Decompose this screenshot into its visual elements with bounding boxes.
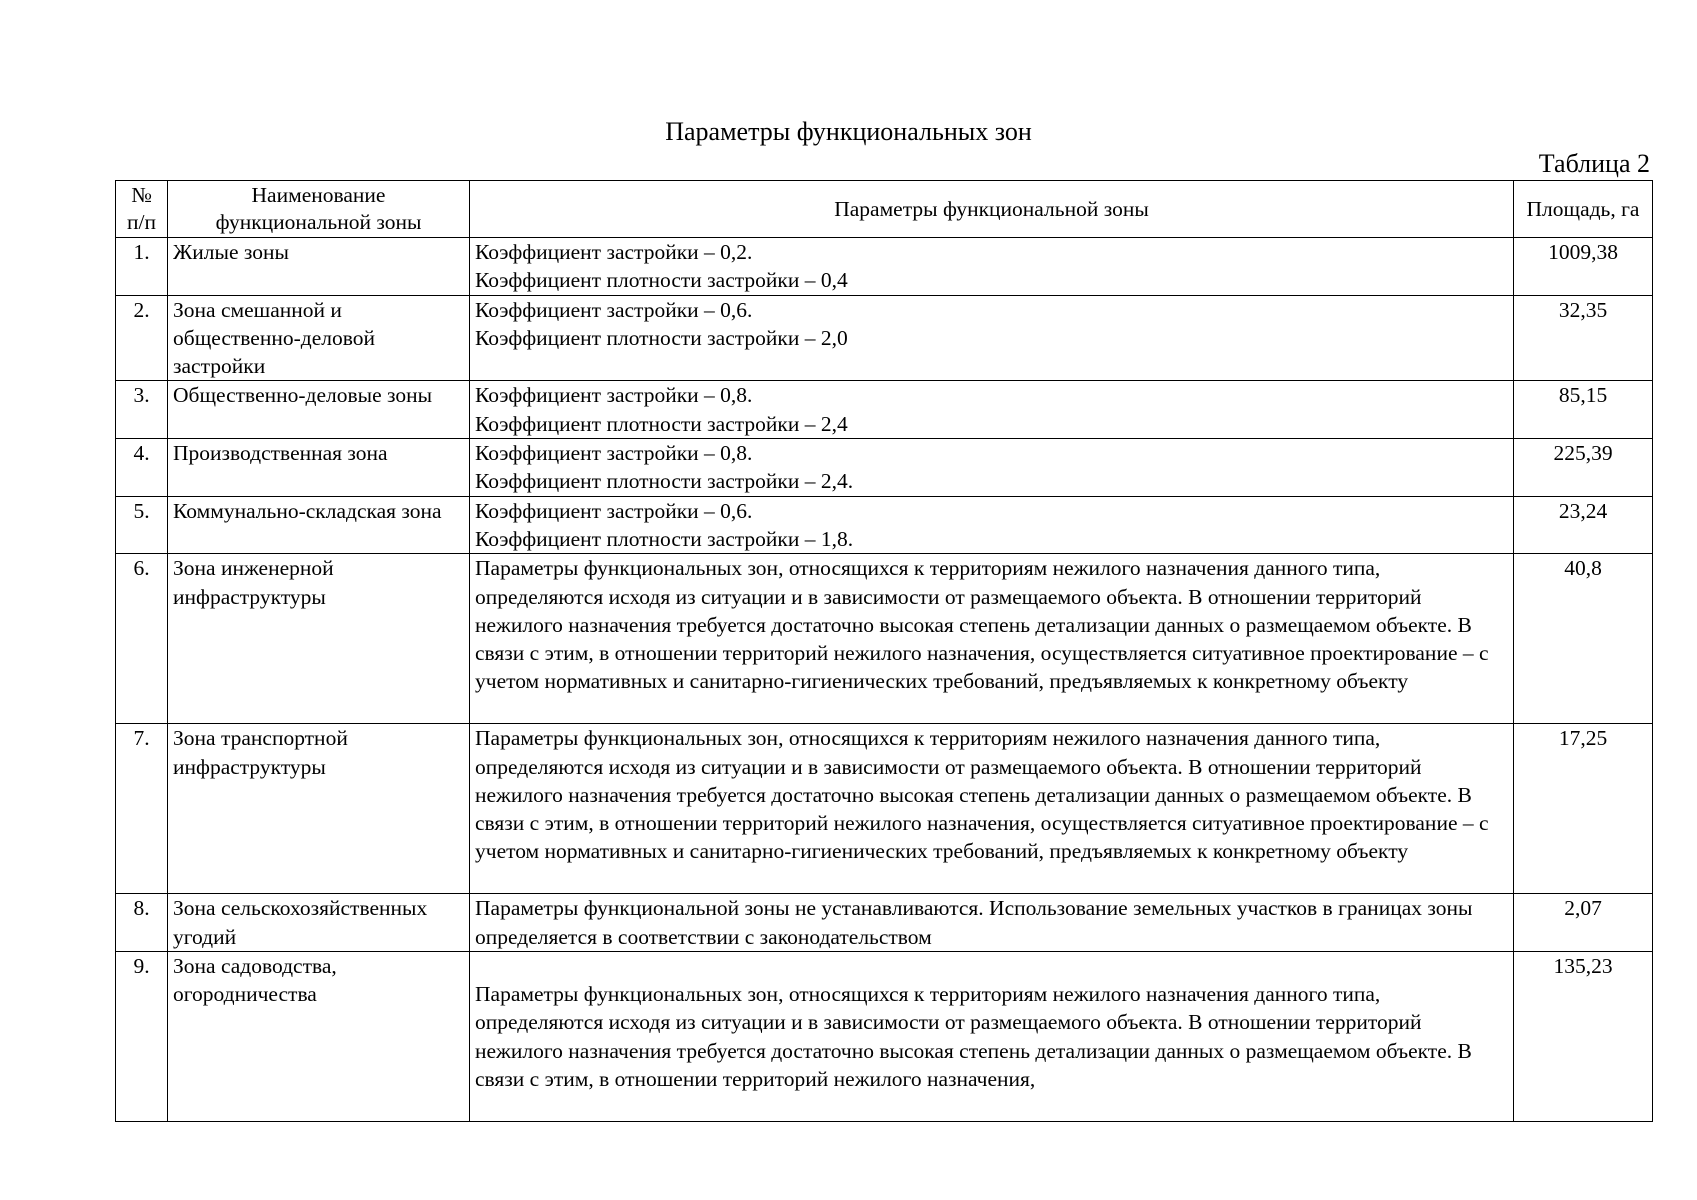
table-row: [116, 951, 1653, 1122]
row-zone-parameters-text: Параметры функциональных зон, относящихся к территориям нежилого назначения данного типа, определяются исходя из ситуации и в зависимости от размещаемого объекта. В отношении территорий нежилого назначения требуется достаточно высокая степень детализации данных о размещаемом объекте. В связи с этим, в отношении территорий нежилого назначения,: [475, 982, 1472, 1092]
table-row: [116, 238, 1653, 296]
row-num: 9.: [116, 951, 168, 1122]
table-row: [116, 724, 1653, 894]
row-num: 5.: [116, 496, 168, 554]
row-zone-parameters: Коэффициент застройки – 0,6. Коэффициент плотности застройки – 1,8.: [470, 496, 1514, 554]
document-title: Параметры функциональных зон: [665, 117, 1032, 146]
table-header-row: [116, 181, 1653, 238]
row-area: 135,23: [1514, 951, 1653, 1122]
row-zone-name: Производственная зона: [168, 439, 470, 497]
row-zone-name: Зона садоводства, огородничества: [168, 951, 470, 1122]
table-row: [116, 496, 1653, 554]
row-zone-name: Зона инженерной инфраструктуры: [168, 554, 470, 724]
zone-parameters-table: [115, 180, 1653, 1122]
row-zone-parameters: Параметры функциональных зон, относящихся к территориям нежилого назначения данного типа, определяются исходя из ситуации и в зависимости от размещаемого объекта. В отношении территорий нежилого назначения требуется достаточно высокая степень детализации данных о размещаемом объекте. В связи с этим, в отношении территорий нежилого назначения, осуществляется ситуативное проектирование – с учетом нормативных и санитарно-гигиенических требований, предъявляемых к конкретному объекту: [470, 554, 1514, 724]
row-zone-parameters: Коэффициент застройки – 0,8. Коэффициент плотности застройки – 2,4: [470, 381, 1514, 439]
row-area: 2,07: [1514, 894, 1653, 952]
row-num: 2.: [116, 295, 168, 381]
table-row: [116, 439, 1653, 497]
table-number-label: Таблица 2: [1538, 149, 1650, 178]
header-area: Площадь, га: [1514, 181, 1653, 238]
table-row: [116, 894, 1653, 952]
row-zone-name: Зона транспортной инфраструктуры: [168, 724, 470, 894]
row-zone-parameters: [470, 951, 1514, 1122]
table-row: [116, 554, 1653, 724]
row-zone-parameters: Коэффициент застройки – 0,2. Коэффициент плотности застройки – 0,4: [470, 238, 1514, 296]
row-zone-name: Жилые зоны: [168, 238, 470, 296]
row-area: 1009,38: [1514, 238, 1653, 296]
row-zone-name: Зона сельскохозяйственных угодий: [168, 894, 470, 952]
row-area: 23,24: [1514, 496, 1653, 554]
row-area: 225,39: [1514, 439, 1653, 497]
row-num: 1.: [116, 238, 168, 296]
row-num: 4.: [116, 439, 168, 497]
row-area: 32,35: [1514, 295, 1653, 381]
row-zone-parameters: Параметры функциональной зоны не устанавливаются. Использование земельных участков в границах зоны определяется в соответствии с законодательством: [470, 894, 1514, 952]
row-zone-name: Зона смешанной и общественно-деловой застройки: [168, 295, 470, 381]
row-num: 7.: [116, 724, 168, 894]
row-num: 8.: [116, 894, 168, 952]
row-num: 6.: [116, 554, 168, 724]
row-area: 17,25: [1514, 724, 1653, 894]
table-row: [116, 295, 1653, 381]
row-zone-parameters: Коэффициент застройки – 0,8. Коэффициент плотности застройки – 2,4.: [470, 439, 1514, 497]
table-row: [116, 381, 1653, 439]
row-zone-parameters: Параметры функциональных зон, относящихся к территориям нежилого назначения данного типа, определяются исходя из ситуации и в зависимости от размещаемого объекта. В отношении территорий нежилого назначения требуется достаточно высокая степень детализации данных о размещаемом объекте. В связи с этим, в отношении территорий нежилого назначения, осуществляется ситуативное проектирование – с учетом нормативных и санитарно-гигиенических требований, предъявляемых к конкретному объекту: [470, 724, 1514, 894]
row-zone-name: Коммунально-складская зона: [168, 496, 470, 554]
row-zone-name: Общественно-деловые зоны: [168, 381, 470, 439]
row-zone-parameters: Коэффициент застройки – 0,6. Коэффициент плотности застройки – 2,0: [470, 295, 1514, 381]
row-area: 85,15: [1514, 381, 1653, 439]
row-area: 40,8: [1514, 554, 1653, 724]
header-zone-parameters: Параметры функциональной зоны: [470, 181, 1514, 238]
row-num: 3.: [116, 381, 168, 439]
header-num: № п/п: [116, 181, 168, 238]
header-zone-name: Наименование функциональной зоны: [168, 181, 470, 238]
